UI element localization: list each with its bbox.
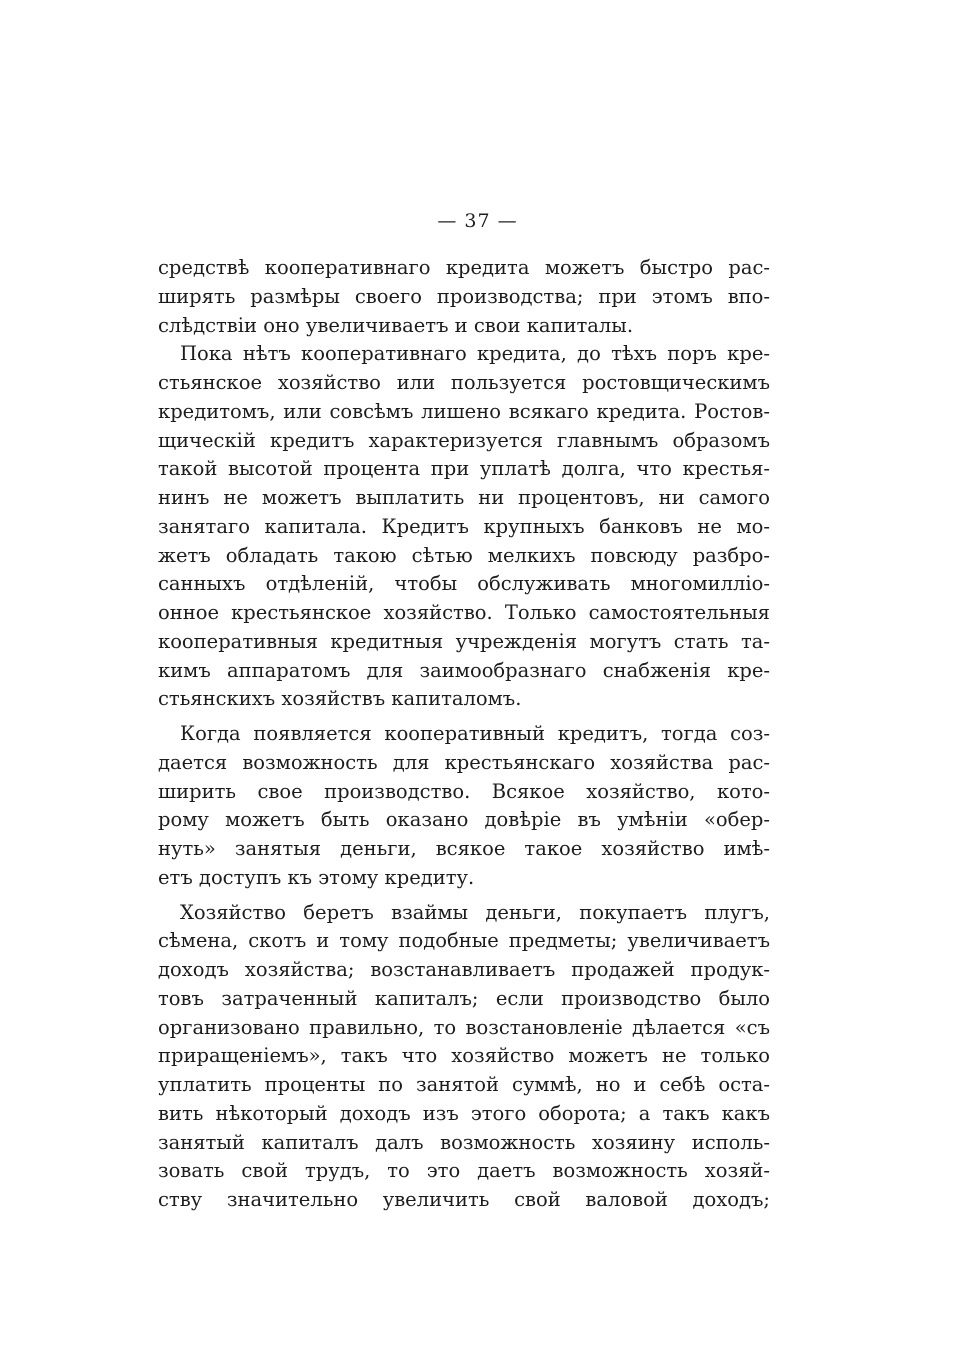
paragraph-4	[158, 899, 770, 1215]
text-line: нинъ не можетъ выплатить ни процентовъ, ни самого	[158, 486, 770, 509]
text-line: зовать свой трудъ, то это даетъ возможность хозяй-	[158, 1159, 770, 1183]
text-line: дается возможность для крестьянскаго хозяйства рас-	[158, 750, 770, 774]
text-line: кредитомъ, или совсѣмъ лишено всякаго кредита. Ростов-	[158, 399, 770, 423]
text-line: етъ доступъ къ этому кредиту.	[158, 865, 475, 889]
text-line: жетъ обладать такою сѣтью мелкихъ повсюду разбро-	[158, 543, 770, 567]
text-line: уплатить проценты по занятой суммѣ, но и себѣ оста-	[158, 1073, 770, 1096]
text-line: вить нѣкоторый доходъ изъ этого оборота; а такъ какъ	[158, 1101, 770, 1125]
text-line: доходъ хозяйства; возстанавливаетъ продажей продук-	[158, 958, 770, 981]
page-number: — 37 —	[437, 210, 518, 232]
paragraph-2	[158, 340, 770, 714]
body-text	[158, 254, 770, 1215]
paragraph-1	[158, 254, 770, 340]
text-line: стьянскихъ хозяйствъ капиталомъ.	[158, 687, 522, 711]
text-line: онное крестьянское хозяйство. Только самостоятельныя	[158, 601, 770, 624]
text-line: ширить свое производство. Всякое хозяйство, кото-	[158, 779, 770, 803]
text-line: Пока нѣтъ кооперативнаго кредита, до тѣхъ поръ кре-	[180, 342, 770, 366]
text-line: кимъ аппаратомъ для заимообразнаго снабженія кре-	[158, 658, 770, 682]
text-line: щическій кредитъ характеризуется главнымъ образомъ	[158, 428, 770, 452]
text-line: рому можетъ быть оказано довѣріе въ умѣніи «обер-	[158, 808, 770, 832]
text-line: организовано правильно, то возстановленіе дѣлается «съ	[158, 1015, 770, 1039]
text-line: санныхъ отдѣленій, чтобы обслуживать многомилліо-	[158, 572, 770, 596]
text-line: приращеніемъ», такъ что хозяйство можетъ не только	[158, 1044, 770, 1068]
text-line: стьянское хозяйство или пользуется ростовщическимъ	[158, 371, 770, 394]
text-line: товъ затраченный капиталъ; если производство было	[158, 986, 770, 1010]
text-line: нуть» занятыя деньги, всякое такое хозяйство имѣ-	[158, 837, 770, 860]
text-line: сѣмена, скотъ и тому подобные предметы; увеличиваетъ	[158, 929, 770, 953]
text-line: ству значительно увеличить свой валовой доходъ;	[158, 1188, 770, 1211]
text-line: ширять размѣры своего производства; при этомъ впо-	[158, 284, 770, 308]
text-line: слѣдствіи оно увеличиваетъ и свои капиталы.	[158, 313, 634, 337]
text-line: занятаго капитала. Кредитъ крупныхъ банковъ не мо-	[158, 514, 770, 538]
text-line: занятый капиталъ далъ возможность хозяину исполь-	[158, 1130, 770, 1154]
text-line: Хозяйство беретъ взаймы деньги, покупаетъ плугъ,	[180, 900, 770, 924]
text-line: кооперативныя кредитныя учрежденія могутъ стать та-	[158, 629, 770, 653]
paragraph-3	[158, 720, 770, 893]
text-line: такой высотой процента при уплатѣ долга, что крестья-	[158, 457, 770, 481]
text-line: Когда появляется кооперативный кредитъ, тогда соз-	[180, 722, 770, 745]
text-line: средствѣ кооперативнаго кредита можетъ быстро рас-	[158, 256, 770, 279]
